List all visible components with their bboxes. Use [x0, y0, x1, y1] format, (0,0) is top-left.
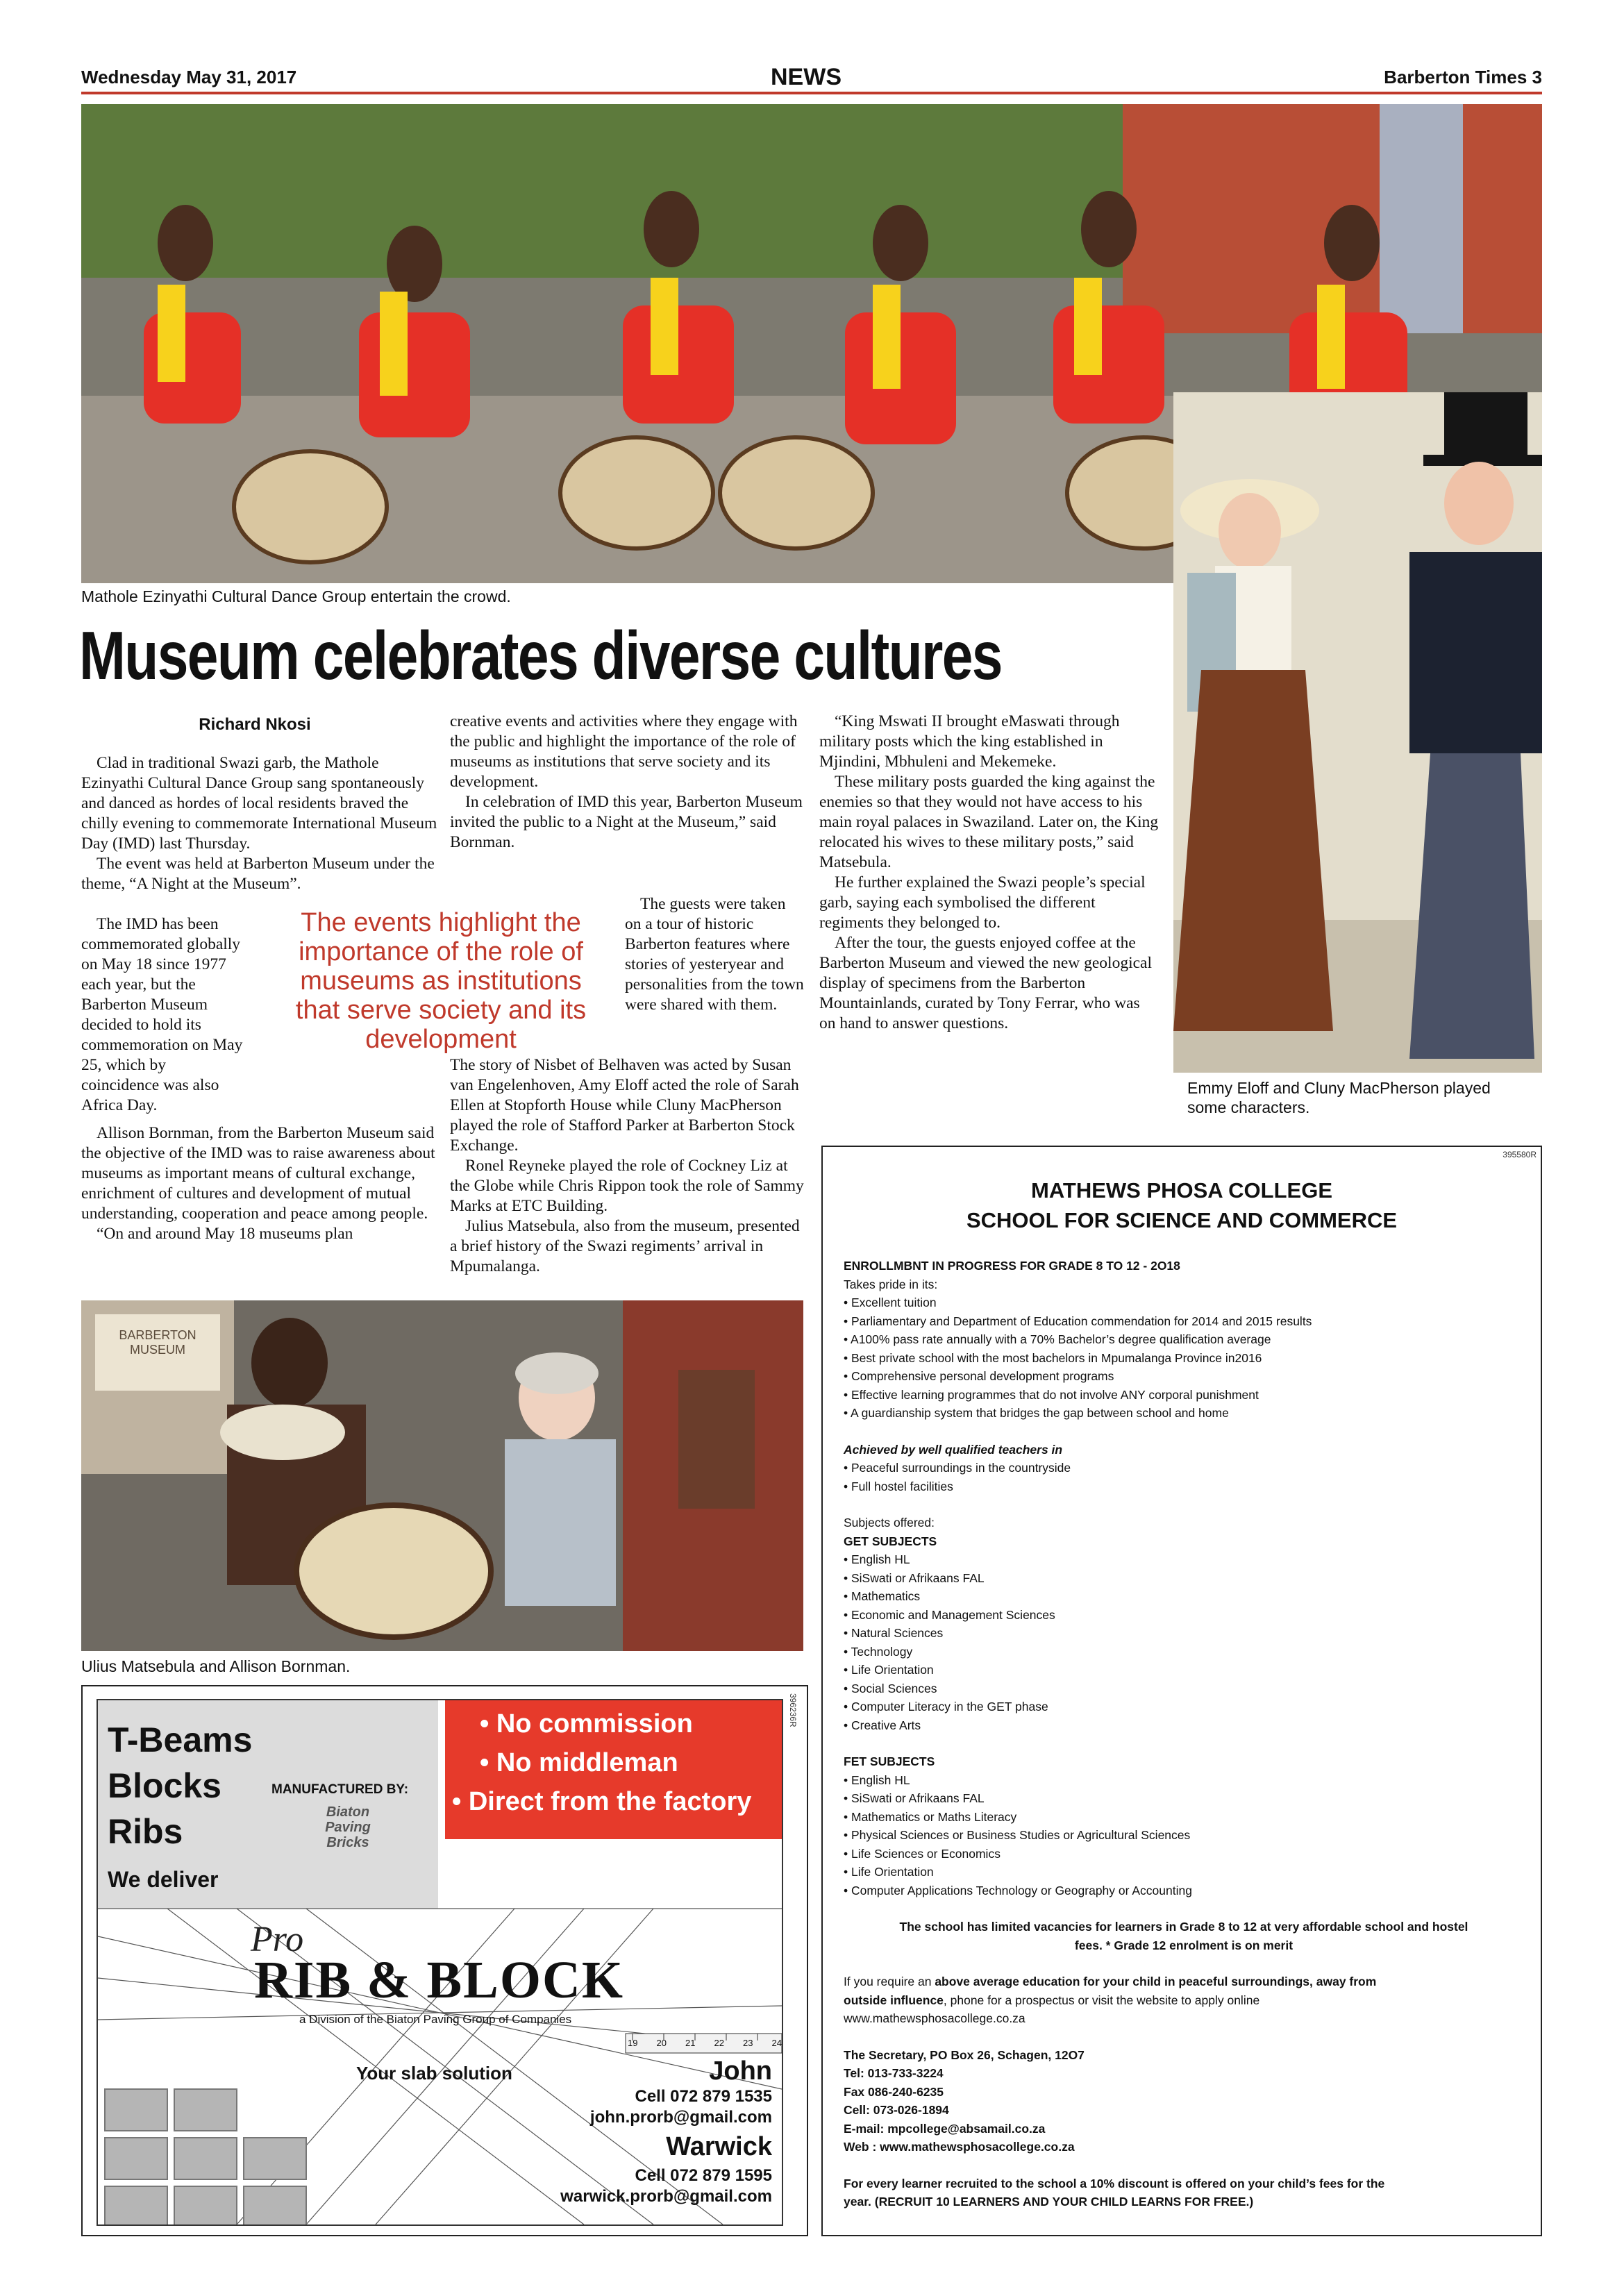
get-subject: • SiSwati or Afrikaans FAL	[844, 1570, 985, 1585]
paragraph: Clad in traditional Swazi garb, the Mathole Ezinyathi Cultural Dance Group sang spontaneously and danced as hordes of local residents braved the chilly evening to commemorate International Museum Day (IMD) last Thursday.	[81, 754, 437, 853]
contact-email-john[interactable]: john.prorb@gmail.com	[589, 2108, 772, 2127]
achieved-item: • Peaceful surroundings in the countryside	[844, 1461, 1071, 1475]
article-column-1-narrow	[81, 914, 244, 1116]
paragraph: “King Mswati II brought eMaswati through military posts which the king established in Mjindini, Mbhuleni and Mekemeke.	[819, 712, 1120, 771]
article-column-2-narrow	[625, 894, 804, 1015]
contact-cell-warwick: Cell 072 879 1595	[635, 2166, 772, 2185]
issue-date: Wednesday May 31, 2017	[81, 67, 297, 87]
paragraph: The story of Nisbet of Belhaven was acted by Susan van Engelenhoven, Amy Eloff acted the role of Sarah Ellen at Stopforth House while Cluny MacPherson played the role of Stafford Parker at Barberton Stock Exchange.	[450, 1056, 799, 1155]
require-emphasis-2: outside influence	[844, 1993, 944, 2007]
article-column-3	[819, 712, 1160, 1034]
advert-reference: 396236R	[788, 1693, 798, 1727]
dance-photo-caption: Mathole Ezinyathi Cultural Dance Group entertain the crowd.	[81, 587, 511, 605]
ruler-tick: 24	[771, 2038, 782, 2048]
product-item: T-Beams	[108, 1720, 253, 1759]
ruler-tick: 19	[628, 2038, 638, 2048]
pride-item: • Excellent tuition	[844, 1296, 937, 1309]
pride-item: • Best private school with the most bachelors in Mpumalanga Province in2016	[844, 1350, 1262, 1365]
article-column-1-bottom	[81, 1123, 439, 1244]
product-item: Blocks	[108, 1766, 221, 1805]
characters-caption-line-1: Emmy Eloff and Cluny MacPherson played	[1187, 1079, 1491, 1097]
ruler-tick: 22	[714, 2038, 724, 2048]
subjects-heading: Subjects offered:	[844, 1516, 935, 1530]
selling-point: • No middleman	[480, 1748, 678, 1777]
get-subject: • Economic and Management Sciences	[844, 1607, 1055, 1622]
discount-line-2: year. (RECRUIT 10 LEARNERS AND YOUR CHILD LEARNS FOR FREE.)	[844, 2195, 1254, 2209]
rib-block-advert	[81, 1685, 808, 2236]
contact-email-warwick[interactable]: warwick.prorb@gmail.com	[560, 2187, 772, 2206]
product-list	[108, 1717, 252, 1854]
get-subject: • Technology	[844, 1644, 913, 1659]
characters-photo-illustration	[1173, 392, 1542, 1073]
ruler-tick: 21	[685, 2038, 696, 2048]
pull-quote: The events highlight the importance of the role of museums as institutions that serve society and its development	[295, 908, 587, 1054]
fet-subject: • SiSwati or Afrikaans FAL	[844, 1791, 985, 1805]
selling-point: • Direct from the factory	[452, 1787, 752, 1816]
ruler-tick: 20	[656, 2038, 667, 2048]
manufacturer-label: MANUFACTURED BY:	[271, 1782, 409, 1797]
delivery-note: We deliver	[108, 1867, 219, 1892]
museum-sign: BARBERTON MUSEUM	[119, 1328, 196, 1357]
ruler-scale	[628, 2038, 782, 2048]
contact-address: The Secretary, PO Box 26, Schagen, 12O7	[844, 2047, 1085, 2062]
article-column-2	[450, 712, 804, 853]
contact-block	[560, 2056, 772, 2207]
get-subject: • Social Sciences	[844, 1681, 937, 1695]
rib-block-inner	[97, 1699, 783, 2226]
selling-point: • No commission	[480, 1709, 693, 1738]
require-line	[844, 1972, 1524, 1991]
vacancies-line-2: fees. * Grade 12 enrolment is on merit	[1074, 1938, 1294, 1952]
get-subject: • English HL	[844, 1552, 910, 1566]
vacancies-line-1: The school has limited vacancies for learners in Grade 8 to 12 at very affordable school and hostel	[899, 1920, 1468, 1934]
paragraph: He further explained the Swazi people’s special garb, saying each symbolised the different regiments they belonged to.	[819, 873, 1146, 932]
pride-item: • Effective learning programmes that do not involve ANY corporal punishment	[844, 1387, 1259, 1402]
paragraph	[81, 914, 244, 1116]
paragraph: “On and around May 18 museums plan	[97, 1225, 353, 1243]
pride-item: • Comprehensive personal development programs	[844, 1369, 1114, 1383]
brand-prefix: Pro	[251, 1920, 304, 1959]
pride-heading: Takes pride in its:	[844, 1277, 938, 1291]
paragraph: After the tour, the guests enjoyed coffee at the Barberton Museum and viewed the new geological display of specimens from the Barberton Mountainlands, curated by Tony Ferrar, who was on hand to answer questions.	[819, 934, 1152, 1032]
fet-subject: • Life Orientation	[844, 1865, 934, 1879]
contact-email[interactable]: E-mail: mpcollege@absamail.co.za	[844, 2121, 1046, 2136]
require-text: If you require an	[844, 1975, 935, 1988]
matsebula-bornman-photo	[81, 1300, 803, 1651]
contact-name-warwick: Warwick	[666, 2132, 772, 2161]
brand-name: RIB & BLOCK	[254, 1951, 624, 2009]
get-subject: • Life Orientation	[844, 1663, 934, 1677]
manufacturer-logo: Biaton Paving Bricks	[325, 1804, 371, 1850]
contact-web[interactable]: Web : www.mathewsphosacollege.co.za	[844, 2140, 1075, 2154]
article-column-1	[81, 753, 439, 894]
brand-tagline: Your slab solution	[356, 2063, 512, 2084]
matsebula-caption: Ulius Matsebula and Allison Bornman.	[81, 1657, 351, 1675]
paragraph: creative events and activities where they engage with the public and highlight the importance of the role of museums as institutions that serve society and its development.	[450, 712, 798, 791]
require-line-2	[844, 1991, 1524, 2010]
headline: Museum celebrates diverse cultures	[79, 617, 1002, 694]
require-text-2: , phone for a prospectus or visit the website to apply online	[943, 1993, 1260, 2007]
paragraph: Ronel Reyneke played the role of Cockney Liz at the Globe while Chris Rippon took the role of Sammy Marks at ETC Building.	[450, 1157, 804, 1215]
contact-fax: Fax 086-240-6235	[844, 2084, 944, 2099]
college-details	[844, 1257, 1524, 2211]
fet-subject: • Life Sciences or Economics	[844, 1846, 1001, 1861]
advert-reference: 395580R	[1502, 1150, 1537, 1159]
selling-points	[452, 1704, 751, 1821]
get-subject: • Natural Sciences	[844, 1626, 944, 1640]
contact-name-john: John	[709, 2056, 772, 2086]
require-emphasis: above average education for your child in peaceful surroundings, away from	[935, 1975, 1377, 1988]
get-subject: • Creative Arts	[844, 1718, 921, 1732]
fet-subject: • English HL	[844, 1773, 910, 1787]
article-column-2-bottom	[450, 1055, 804, 1277]
college-subtitle: SCHOOL FOR SCIENCE AND COMMERCE	[966, 1208, 1398, 1232]
paragraph: Allison Bornman, from the Barberton Museum said the objective of the IMD was to raise awareness about museums as important means of cultural exchange, enrichment of cultures and development of mutual understanding, cooperation and peace among people.	[81, 1124, 435, 1223]
get-subjects-heading: GET SUBJECTS	[844, 1534, 937, 1548]
college-advert	[821, 1146, 1542, 2236]
header-rule	[81, 92, 1542, 94]
achieved-item: • Full hostel facilities	[844, 1479, 953, 1493]
paragraph: The guests were taken on a tour of historic Barberton features where stories of yesteryear and personalities from the town were shared with them.	[625, 895, 804, 1014]
page-label: Barberton Times 3	[1384, 67, 1542, 87]
pride-item: • A100% pass rate annually with a 70% Bachelor’s degree qualification average	[844, 1332, 1271, 1346]
contact-tel: Tel: 013-733-3224	[844, 2066, 944, 2080]
ruler-tick: 23	[743, 2038, 753, 2048]
paragraph: In celebration of IMD this year, Barberton Museum invited the public to a Night at the Museum,” said Bornman.	[450, 793, 803, 851]
product-item: Ribs	[108, 1812, 183, 1851]
fet-subject: • Computer Applications Technology or Geography or Accounting	[844, 1883, 1192, 1897]
get-subject: • Mathematics	[844, 1589, 921, 1603]
website-link[interactable]: www.mathewsphosacollege.co.za	[844, 2011, 1026, 2025]
enrolment-notice: ENROLLMBNT IN PROGRESS FOR GRADE 8 TO 12 - 2O18	[844, 1259, 1180, 1273]
paragraph: The event was held at Barberton Museum under the theme, “A Night at the Museum”.	[81, 855, 435, 893]
paragraph-text: The IMD has been commemorated globally on May 18 since 1977 each year, but the Barberton Museum decided to hold its commemoration on May 25, which by coincidence was also Africa Day.	[81, 915, 243, 1114]
pride-item: • A guardianship system that bridges the gap between school and home	[844, 1406, 1229, 1420]
brand-division: a Division of the Biaton Paving Group of Companies	[299, 2013, 572, 2026]
characters-photo	[1173, 392, 1542, 1073]
fet-subject: • Mathematics or Maths Literacy	[844, 1809, 1017, 1824]
college-name: MATHEWS PHOSA COLLEGE	[1031, 1178, 1332, 1203]
characters-caption-line-2: some characters.	[1187, 1098, 1310, 1116]
get-subject: • Computer Literacy in the GET phase	[844, 1700, 1048, 1713]
fet-subject: • Physical Sciences or Business Studies or Agricultural Sciences	[844, 1828, 1191, 1842]
fet-subjects-heading: FET SUBJECTS	[844, 1754, 935, 1768]
contact-cell-john: Cell 072 879 1535	[635, 2087, 772, 2106]
achieved-heading: Achieved by well qualified teachers in	[844, 1442, 1063, 1457]
contact-cell: Cell: 073-026-1894	[844, 2103, 949, 2117]
section-title: NEWS	[771, 64, 842, 90]
byline: Richard Nkosi	[199, 715, 311, 734]
paragraph: These military posts guarded the king against the enemies so that they would not have access to his main royal palaces in Swaziland. Later on, the King relocated his wives to these military posts,” said Matsebula.	[819, 773, 1159, 871]
discount-line-1: For every learner recruited to the school a 10% discount is offered on your child’s fees for the	[844, 2176, 1385, 2190]
pride-item: • Parliamentary and Department of Education commendation for 2014 and 2015 results	[844, 1314, 1312, 1328]
paragraph: Julius Matsebula, also from the museum, presented a brief history of the Swazi regiments’ arrival in Mpumalanga.	[450, 1217, 800, 1275]
